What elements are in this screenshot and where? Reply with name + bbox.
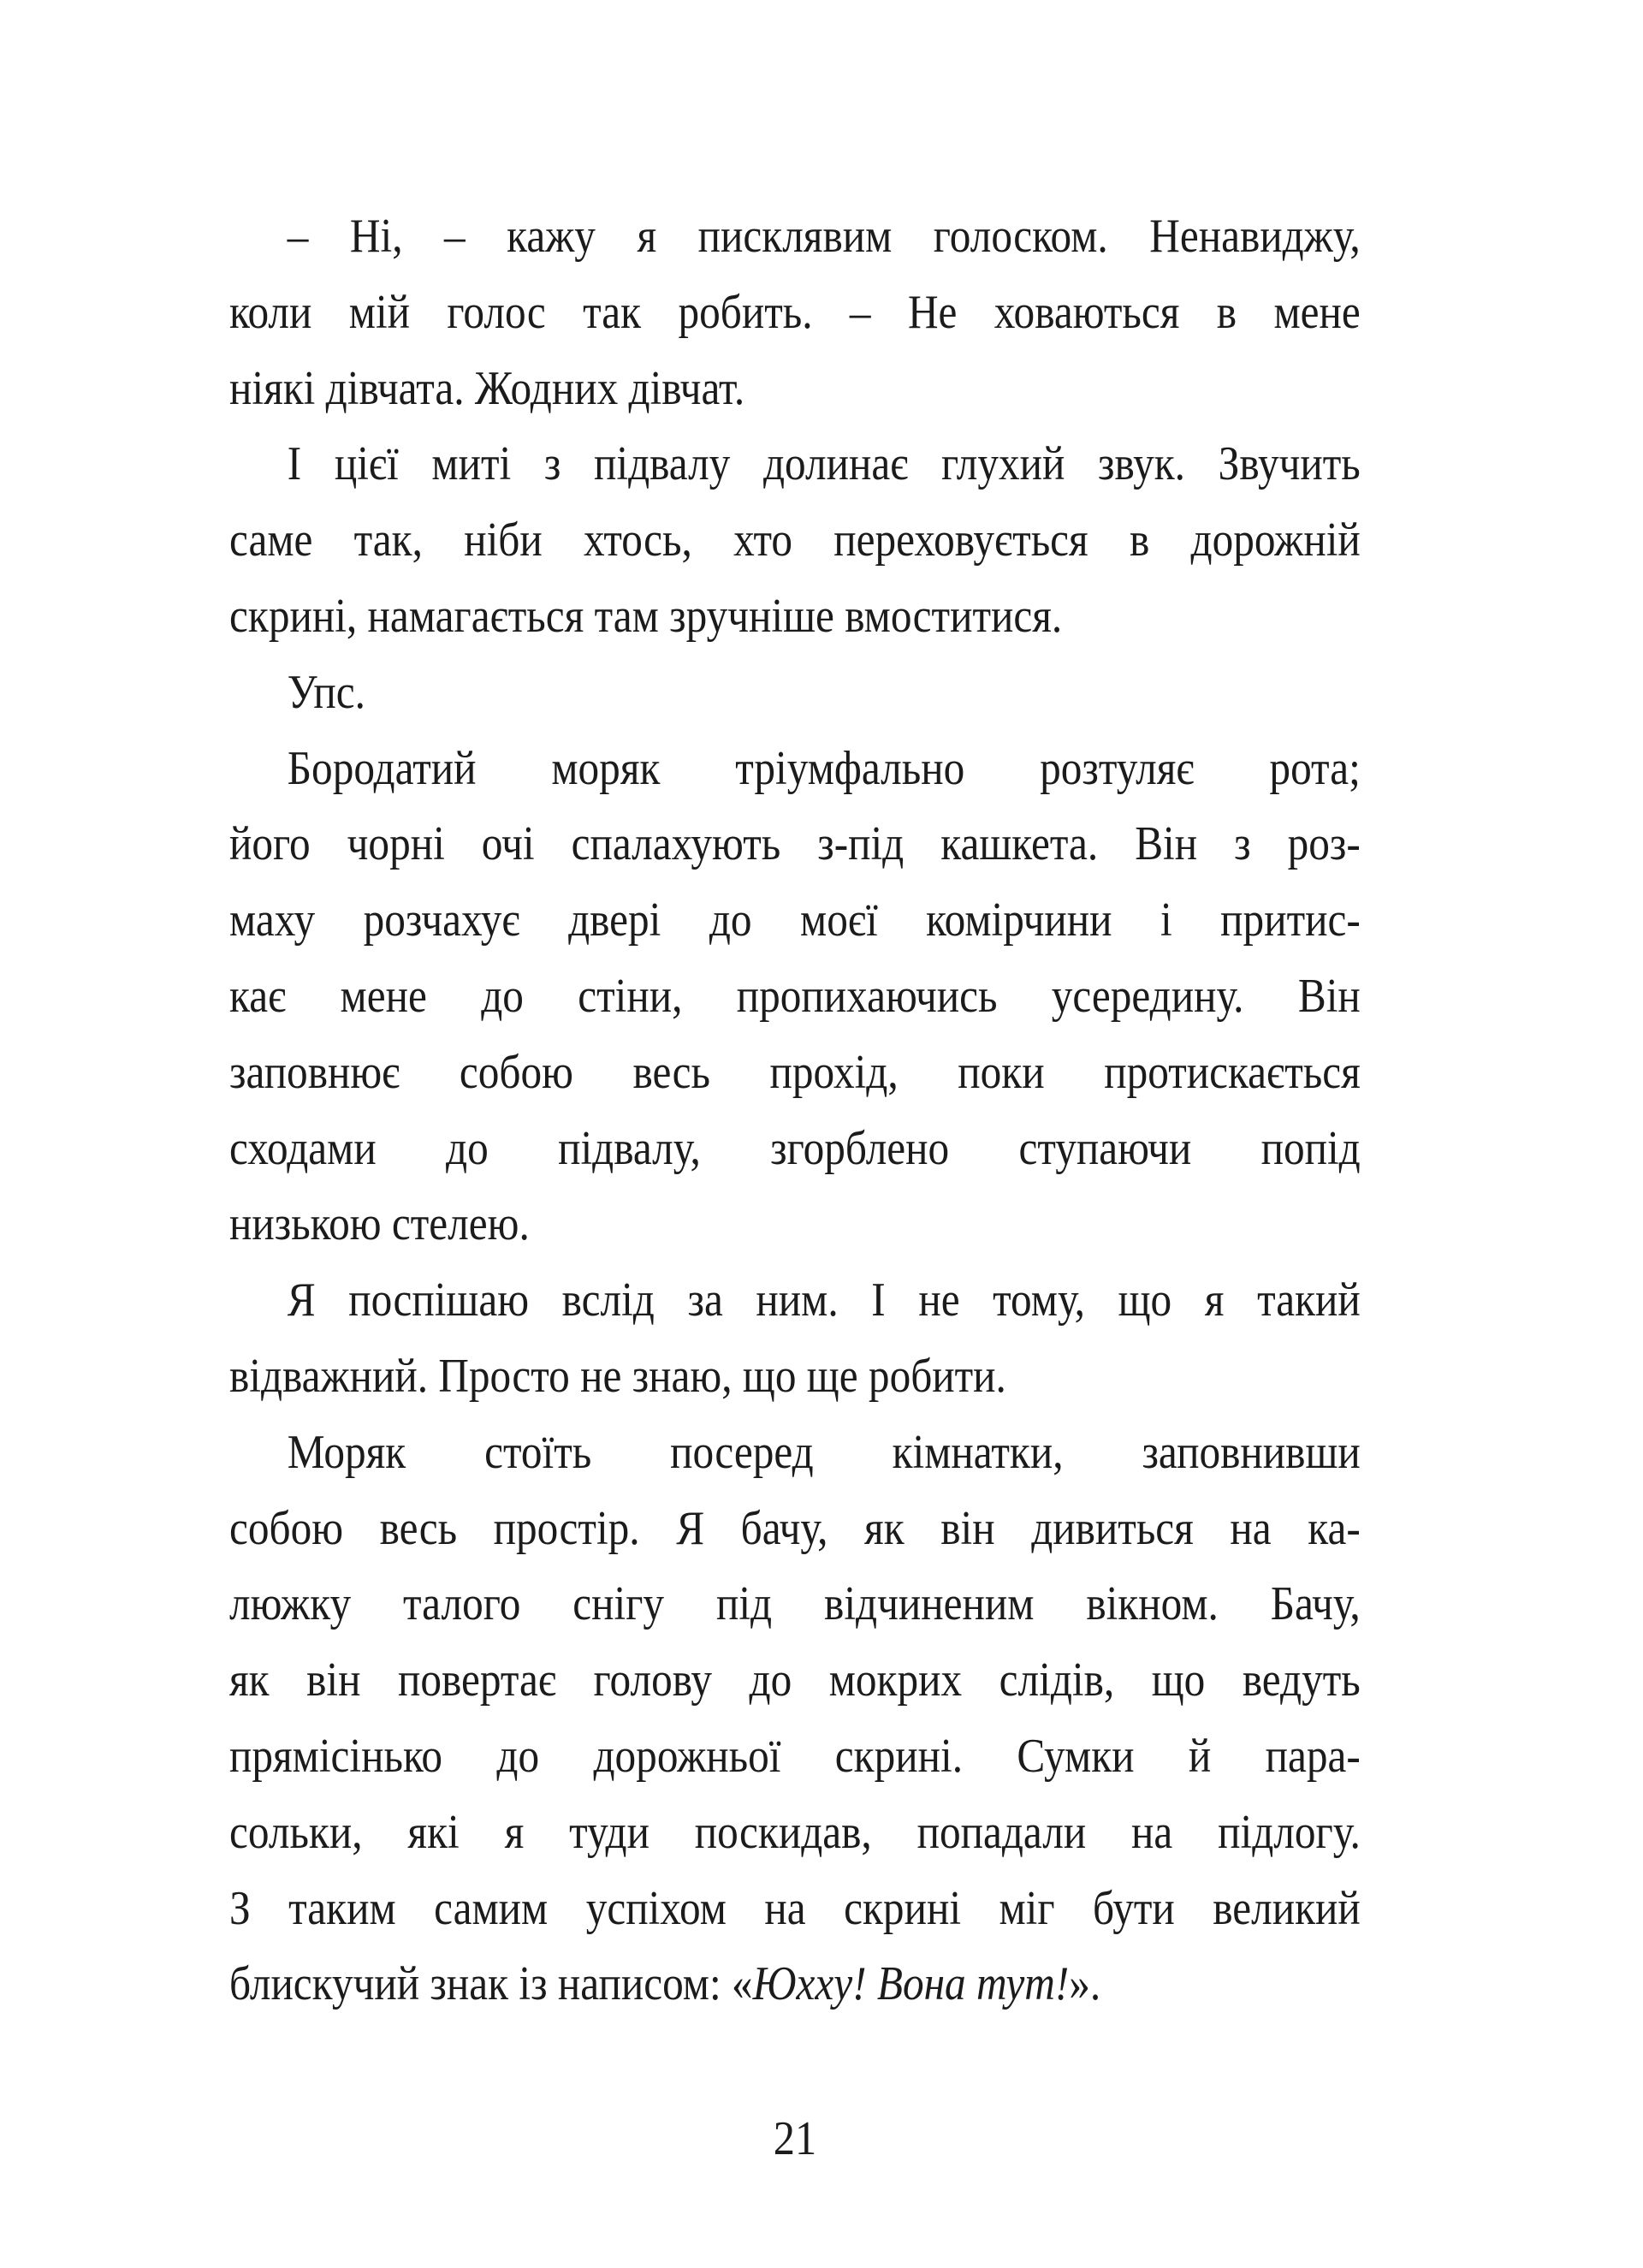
paragraph-1-line-1 — [229, 199, 1361, 275]
paragraph-4-line-6 — [229, 1111, 1361, 1187]
text-line: як він повертає голову до мокрих слідів, що ведуть — [229, 1654, 1361, 1707]
body-text — [229, 199, 1361, 2022]
text-line: Моряк стоїть посеред кімнатки, заповнивши — [287, 1425, 1361, 1479]
text-line: люжку талого снігу під відчиненим вікном. Бачу, — [229, 1577, 1361, 1631]
text-line: Я поспішаю вслід за ним. І не тому, що я такий — [287, 1274, 1361, 1327]
text-line: ніякі дівчата. Жодних дівчат. — [229, 361, 745, 415]
text-line: кає мене до стіни, пропихаючись усередину. Він — [229, 969, 1361, 1023]
page-number — [229, 2101, 1361, 2177]
paragraph-2-line-2 — [229, 502, 1361, 579]
text-line: коли мій голос так робить. – Не ховаються в мене — [229, 285, 1361, 339]
paragraph-6-line-7 — [229, 1871, 1361, 1947]
paragraph-3-line-1 — [229, 655, 1361, 731]
page-number-value: 21 — [773, 2112, 817, 2165]
text-line: скрині, намагається там зручніше вмоститися. — [229, 589, 1063, 643]
text-line: Бородатий моряк тріумфально розтуляє рота; — [287, 741, 1361, 795]
text-line: собою весь простір. Я бачу, як він дивиться на ка- — [229, 1501, 1361, 1555]
quote-open-mark: « — [731, 1957, 753, 2011]
text-line: саме так, ніби хтось, хто переховується в дорожній — [229, 514, 1361, 567]
text-line: сольки, які я туди поскидав, попадали на підлогу. — [229, 1805, 1361, 1859]
paragraph-2-line-3 — [229, 579, 1361, 655]
paragraph-5-line-2 — [229, 1339, 1361, 1415]
paragraph-6-line-5 — [229, 1719, 1361, 1795]
paragraph-4-line-4 — [229, 959, 1361, 1035]
paragraph-6-line-2 — [229, 1491, 1361, 1567]
paragraph-1-line-2 — [229, 275, 1361, 351]
text-line: низькою стелею. — [229, 1197, 530, 1251]
paragraph-6-line-3 — [229, 1566, 1361, 1642]
paragraph-4-line-1 — [229, 731, 1361, 807]
text-line: відважний. Просто не знаю, що ще робити. — [229, 1349, 1006, 1403]
text-line: Упс. — [287, 665, 365, 719]
paragraph-5-line-1 — [229, 1262, 1361, 1339]
paragraph-6-line-4 — [229, 1642, 1361, 1719]
text-line: – Ні, – кажу я писклявим голоском. Ненавиджу, — [287, 210, 1361, 263]
paragraph-4-line-3 — [229, 882, 1361, 959]
text-line-with-quote — [229, 1946, 1361, 2022]
italic-quote: Юхху! Вона тут! — [752, 1957, 1070, 2011]
text-line: З таким самим успіхом на скрині міг бути великий — [229, 1881, 1361, 1935]
line-prefix: блискучий знак із написом: — [229, 1957, 732, 2011]
text-line: його чорні очі спалахують з-під кашкета. Він з роз- — [229, 817, 1361, 871]
paragraph-6-line-1 — [229, 1415, 1361, 1491]
paragraph-4-line-5 — [229, 1035, 1361, 1111]
quote-close-mark: ». — [1069, 1957, 1101, 2011]
paragraph-1-line-3 — [229, 351, 1361, 427]
paragraph-6-line-8 — [229, 1946, 1361, 2022]
paragraph-4-line-7 — [229, 1186, 1361, 1262]
text-line: прямісінько до дорожньої скрині. Сумки й пара- — [229, 1729, 1361, 1783]
text-line: І цієї миті з підвалу долинає глухий звук. Звучить — [287, 437, 1361, 491]
text-line: маху розчахує двері до моєї комірчини і притис- — [229, 894, 1361, 947]
text-line: заповнює собою весь прохід, поки протискається — [229, 1045, 1361, 1099]
paragraph-4-line-2 — [229, 806, 1361, 882]
text-line: сходами до підвалу, згорблено ступаючи попід — [229, 1121, 1361, 1175]
paragraph-2-line-1 — [229, 426, 1361, 502]
paragraph-6-line-6 — [229, 1795, 1361, 1871]
